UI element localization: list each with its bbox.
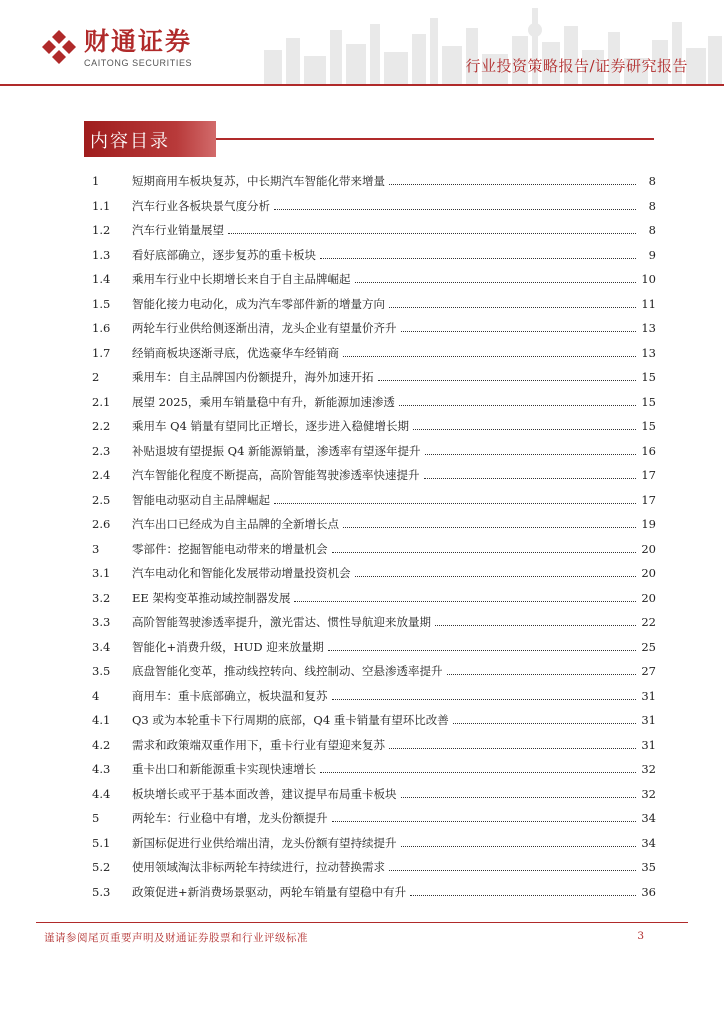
toc-entry-page: 16 [641,443,656,458]
toc-entry-page: 8 [648,198,656,213]
toc-entry-title: 使用领域淘汰非标两轮车持续进行，拉动替换需求 [132,860,385,874]
toc-entry[interactable] [84,805,656,825]
toc-entry[interactable] [84,242,656,262]
footer-disclaimer: 谨请参阅尾页重要声明及财通证券股票和行业评级标准 [44,932,308,944]
toc-entry-title: 零部件：挖掘智能电动带来的增量机会 [132,541,328,556]
toc-entry-title: 乘用车行业中长期增长来自于自主品牌崛起 [132,272,351,286]
toc-leader-dots [453,723,636,724]
toc-entry-page: 10 [641,272,656,286]
toc-entry-page: 22 [641,615,656,629]
toc-entry-page: 34 [641,811,656,825]
toc-leader-dots [399,405,636,406]
toc-leader-dots [274,503,636,504]
toc-entry-number: 1.6 [92,321,111,335]
toc-entry-number: 1.5 [92,296,111,311]
toc-leader-dots [389,184,636,185]
toc-entry-title: 新国标促进行业供给端出清，龙头份额有望持续提升 [132,835,397,850]
toc-entry-page: 13 [641,345,656,360]
toc-entry-page: 36 [641,884,656,899]
toc-entry-title: 乘用车：自主品牌国内份额提升，海外加速开拓 [132,370,374,384]
toc-entry-title: 汽车电动化和智能化发展带动增量投资机会 [132,566,351,580]
caitong-logo-icon [40,28,78,66]
toc-entry-title: 板块增长或平于基本面改善，建议提早布局重卡板块 [132,786,397,801]
toc-entry-title: 经销商板块逐渐寻底，优选豪华车经销商 [132,345,339,360]
toc-leader-dots [320,772,636,773]
toc-entry-number: 3.2 [92,590,111,605]
toc-entry-page: 9 [648,247,656,262]
toc-entry[interactable] [84,658,656,678]
toc-leader-dots [389,870,636,871]
toc-entry-page: 20 [641,590,656,605]
toc-entry[interactable] [84,634,656,654]
toc-entry-page: 15 [641,419,656,433]
toc-leader-dots [410,895,636,896]
toc-entry-number: 4.2 [92,737,111,752]
toc-entry-page: 32 [641,786,656,801]
toc-entry-number: 3.4 [92,639,111,654]
toc-entry[interactable] [84,168,656,188]
toc-entry-page: 13 [641,321,656,335]
toc-entry[interactable] [84,560,656,580]
toc-leader-dots [294,601,636,602]
toc-entry-page: 20 [641,541,656,556]
toc-entry-number: 3.3 [92,615,111,629]
toc-entry[interactable] [84,879,656,899]
toc-entry-number: 4.3 [92,762,111,776]
toc-entry-title: 汽车行业销量展望 [132,223,224,237]
toc-entry-title: 底盘智能化变革，推动线控转向、线控制动、空悬渗透率提升 [132,664,443,678]
toc-entry-page: 20 [641,566,656,580]
toc-leader-dots [401,846,637,847]
toc-entry[interactable] [84,266,656,286]
logo-chinese-name: 财通证券 [84,27,193,56]
toc-entry-page: 15 [641,394,656,409]
toc-entry-page: 31 [641,713,656,727]
toc-leader-dots [435,625,636,626]
toc-entry[interactable] [84,364,656,384]
toc-leader-dots [328,650,636,651]
toc-entry[interactable] [84,291,656,311]
toc-entry[interactable] [84,609,656,629]
toc-leader-dots [447,674,637,675]
logo-english-name: CAITONG SECURITIES [84,58,193,68]
toc-entry-number: 1.4 [92,272,111,286]
toc-entry[interactable] [84,585,656,605]
toc-entry-number: 5 [92,811,100,825]
toc-entry-title: EE 架构变革推动域控制器发展 [132,590,291,605]
toc-entry-number: 2.6 [92,517,111,531]
toc-entry-page: 11 [641,296,656,311]
toc-entry-number: 4.4 [92,786,111,801]
toc-banner-rule [216,138,654,140]
toc-entry-number: 5.3 [92,884,111,899]
toc-entry-number: 3.1 [92,566,111,580]
toc-entry-number: 1.2 [92,223,111,237]
toc-entry-page: 31 [641,737,656,752]
toc-entry-page: 8 [648,174,656,188]
toc-leader-dots [320,258,636,259]
toc-entry-page: 35 [641,860,656,874]
company-logo [40,28,192,69]
toc-entry-title: 智能化+消费升级，HUD 迎来放量期 [132,639,324,654]
toc-entry-page: 32 [641,762,656,776]
toc-entry[interactable] [84,830,656,850]
footer-rule [36,922,688,923]
toc-entry-title: 补贴退坡有望提振 Q4 新能源销量，渗透率有望逐年提升 [132,443,421,458]
toc-entry-number: 1.3 [92,247,111,262]
toc-entry[interactable] [84,854,656,874]
toc-entry-title: 两轮车：行业稳中有增，龙头份额提升 [132,811,328,825]
toc-entry[interactable] [84,438,656,458]
toc-entry-title: 智能电动驱动自主品牌崛起 [132,492,270,507]
report-type-label: 行业投资策略报告/证券研究报告 [465,57,688,75]
toc-entry-number: 2.5 [92,492,111,507]
toc-entry[interactable] [84,413,656,433]
toc-entry-number: 2.3 [92,443,111,458]
toc-leader-dots [332,699,637,700]
footer-page-number: 3 [637,930,644,942]
toc-entry-number: 4.1 [92,713,111,727]
toc-leader-dots [332,821,637,822]
toc-entry-title: 政策促进+新消费场景驱动，两轮车销量有望稳中有升 [132,884,407,899]
toc-entry-title: 短期商用车板块复苏，中长期汽车智能化带来增量 [132,174,385,188]
toc-entry-page: 27 [641,664,656,678]
toc-entry[interactable] [84,315,656,335]
toc-entry-number: 2 [92,370,100,384]
toc-banner [84,121,654,157]
toc-entry-number: 5.1 [92,835,111,850]
toc-entry-number: 2.2 [92,419,111,433]
toc-entry[interactable] [84,340,656,360]
toc-entry-title: 商用车：重卡底部确立，板块温和复苏 [132,688,328,703]
toc-entry-page: 34 [641,835,656,850]
toc-leader-dots [401,331,637,332]
toc-entry-number: 3.5 [92,664,111,678]
toc-entry-page: 25 [641,639,656,654]
toc-leader-dots [343,527,636,528]
toc-entry-title: 汽车智能化程度不断提高，高阶智能驾驶渗透率快速提升 [132,468,420,482]
toc-entry-number: 5.2 [92,860,111,874]
toc-leader-dots [274,209,636,210]
toc-entry[interactable] [84,781,656,801]
toc-entry-title: 汽车行业各板块景气度分析 [132,198,270,213]
toc-entry-page: 31 [641,688,656,703]
toc-entry-number: 1 [92,174,100,188]
toc-title: 内容目录 [90,131,170,152]
toc-leader-dots [343,356,636,357]
toc-entry[interactable] [84,707,656,727]
toc-leader-dots [378,380,637,381]
toc-entry[interactable] [84,389,656,409]
toc-entry-number: 3 [92,541,100,556]
toc-entry-page: 15 [641,370,656,384]
toc-entry[interactable] [84,683,656,703]
toc-entry-number: 4 [92,688,100,703]
toc-entry[interactable] [84,217,656,237]
toc-leader-dots [332,552,637,553]
toc-entry-title: 高阶智能驾驶渗透率提升，激光雷达、惯性导航迎来放量期 [132,615,431,629]
toc-entry-title: 展望 2025，乘用车销量稳中有升，新能源加速渗透 [132,394,395,409]
toc-leader-dots [389,748,636,749]
toc-leader-dots [228,233,636,234]
toc-entry-number: 1.1 [92,198,111,213]
page-header [0,0,724,86]
toc-entry[interactable] [84,487,656,507]
toc-entry-page: 17 [641,468,656,482]
toc-entry[interactable] [84,511,656,531]
toc-entry-title: 汽车出口已经成为自主品牌的全新增长点 [132,517,339,531]
toc-entry[interactable] [84,462,656,482]
toc-entry-title: 看好底部确立，逐步复苏的重卡板块 [132,247,316,262]
toc-entry-title: 重卡出口和新能源重卡实现快速增长 [132,762,316,776]
toc-entry[interactable] [84,536,656,556]
toc-entry-title: 智能化接力电动化，成为汽车零部件新的增量方向 [132,296,385,311]
toc-leader-dots [425,454,636,455]
toc-entry-number: 2.1 [92,394,111,409]
toc-entry-title: 两轮车行业供给侧逐渐出清，龙头企业有望量价齐升 [132,321,397,335]
toc-leader-dots [389,307,636,308]
toc-entry-title: Q3 或为本轮重卡下行周期的底部，Q4 重卡销量有望环比改善 [132,713,449,727]
toc-entry[interactable] [84,732,656,752]
toc-entry-number: 1.7 [92,345,111,360]
toc-entry[interactable] [84,756,656,776]
toc-leader-dots [401,797,637,798]
toc-entry-page: 17 [641,492,656,507]
toc-entry-number: 2.4 [92,468,111,482]
toc-entry-page: 19 [641,517,656,531]
toc-entry-title: 需求和政策端双重作用下，重卡行业有望迎来复苏 [132,737,385,752]
toc-leader-dots [413,429,636,430]
toc-leader-dots [355,282,637,283]
toc-entry-title: 乘用车 Q4 销量有望同比正增长，逐步进入稳健增长期 [132,419,410,433]
toc-leader-dots [355,576,637,577]
toc-entry[interactable] [84,193,656,213]
toc-entry-page: 8 [648,223,656,237]
toc-leader-dots [424,478,637,479]
